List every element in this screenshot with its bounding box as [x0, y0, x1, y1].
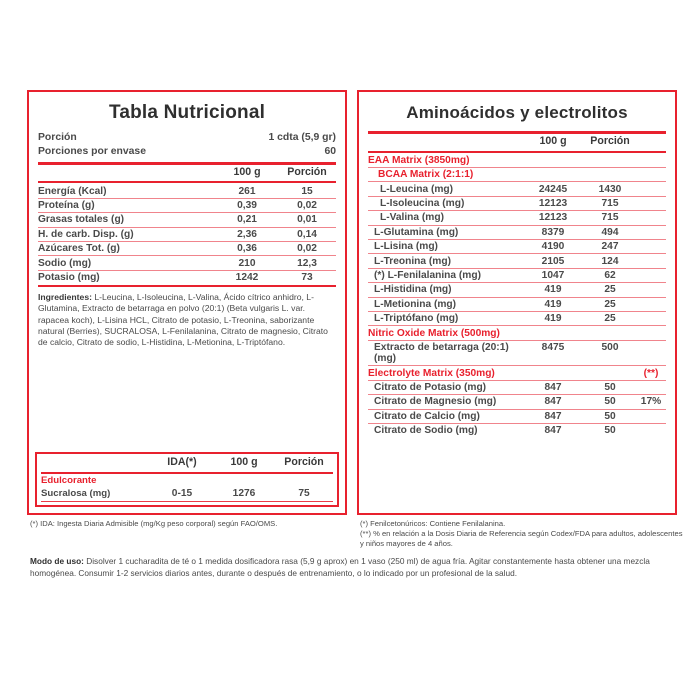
serving-label: Porción	[38, 131, 77, 143]
sweetener-table	[35, 452, 339, 507]
amino-name: L-Glutamina (mg)	[374, 226, 459, 238]
amino-per-100g: 8475	[541, 341, 565, 353]
amino-name: Citrato de Magnesio (mg)	[374, 396, 497, 408]
amino-name: Citrato de Sodio (mg)	[374, 425, 478, 437]
nutrient-name: Potasio (mg)	[38, 272, 100, 283]
header-100g: 100 g	[233, 166, 261, 179]
sweetener-portion: 75	[298, 488, 310, 500]
table-row	[38, 271, 336, 284]
amino-percent-dv: 17%	[640, 396, 662, 408]
amino-per-100g: 4190	[541, 241, 565, 253]
amino-per-portion: 494	[601, 226, 619, 238]
nutrient-per-portion: 0,02	[297, 200, 317, 212]
header-100g: 100 g	[230, 456, 258, 469]
nutrient-per-portion: 15	[301, 185, 313, 197]
table-row	[368, 182, 666, 196]
amino-per-portion: 25	[604, 284, 616, 296]
servings-per-container-row	[38, 144, 336, 158]
matrix-heading-row	[368, 154, 666, 168]
matrix-heading-row	[368, 326, 666, 340]
table-row	[38, 228, 336, 242]
header-100g: 100 g	[539, 135, 567, 148]
nutrient-name: H. de carb. Disp. (g)	[38, 228, 134, 240]
header-portion: Porción	[287, 166, 327, 179]
amino-per-100g: 847	[544, 382, 562, 394]
table-row	[38, 242, 336, 256]
amino-per-100g: 8379	[541, 226, 565, 238]
ingredients-text: L-Leucina, L-Isoleucina, L-Valina, Ácido cítrico anhidro, L-Glutamina, Extracto de betarraga en polvo (20:1) (Beta vulgaris L. var. rapacea koch), L-Lisina HCL, Citrato de potasio, L-Treonina, saborizante natural (Berries), SUCRALOSA, L-Fenilalanina, Citrato de magnesio, Citrato de calcio, Citrato de sodio, L-Histidina, L-Metionina, L-Triptófano.	[38, 292, 328, 347]
nutrition-facts-panel	[27, 90, 347, 515]
table-row	[368, 341, 666, 367]
amino-percent-dv: (**)	[643, 367, 659, 379]
amino-name: L-Leucina (mg)	[380, 183, 454, 195]
serving-row	[38, 130, 336, 144]
amino-per-100g: 847	[544, 410, 562, 422]
usage-instructions	[30, 556, 675, 580]
divider	[38, 162, 336, 165]
table-row	[368, 254, 666, 268]
divider	[38, 181, 336, 183]
amino-acids-title: Aminoácidos y electrolitos	[406, 103, 628, 122]
nutrient-per-100g: 261	[238, 185, 256, 197]
amino-name: Nitric Oxide Matrix (500mg)	[368, 327, 500, 339]
table-row	[368, 424, 666, 437]
servings-value: 60	[324, 146, 336, 158]
divider	[41, 472, 333, 474]
usage-text: Disolver 1 cucharadita de té o 1 medida dosificadora rasa (5,9 g aprox) en 1 vaso (250 ml) de agua fría. Agitar constantemente hasta obtener una mezcla homogénea. Consumir 1-2 servicios diarios antes, durante o después de entrenamiento, o lo indicado por un profesional de la salud.	[30, 556, 650, 578]
amino-name: L-Triptófano (mg)	[374, 313, 459, 325]
amino-per-100g: 847	[544, 425, 562, 437]
sweetener-table-header	[41, 456, 333, 471]
nutrient-per-100g: 0,36	[237, 243, 257, 255]
amino-per-portion: 715	[601, 197, 619, 209]
nutrient-name: Energía (Kcal)	[38, 185, 107, 197]
amino-per-portion: 50	[604, 396, 616, 408]
nutrient-per-100g: 210	[238, 257, 256, 269]
amino-per-portion: 62	[604, 269, 616, 281]
amino-name: L-Isoleucina (mg)	[380, 197, 465, 209]
amino-acids-panel	[357, 90, 677, 515]
table-row	[368, 298, 666, 312]
amino-name: Citrato de Potasio (mg)	[374, 382, 487, 394]
amino-per-100g: 419	[544, 313, 562, 325]
usage-label: Modo de uso:	[30, 556, 84, 566]
table-row	[368, 410, 666, 424]
ida-footnote: (*) IDA: Ingesta Diaria Admisible (mg/Kg peso corporal) según FAO/OMS.	[30, 519, 278, 528]
nutrient-name: Proteína (g)	[38, 200, 95, 212]
nutrient-name: Sodio (mg)	[38, 257, 92, 269]
amino-per-100g: 1047	[541, 269, 565, 281]
amino-name: BCAA Matrix (2:1:1)	[378, 169, 474, 181]
serving-value: 1 cdta (5,9 gr)	[268, 131, 336, 143]
nutrient-per-100g: 1242	[235, 272, 259, 283]
amino-per-portion: 500	[601, 341, 619, 353]
nutrient-per-100g: 2,36	[237, 228, 257, 240]
phenylketonurics-footnote: (*) Fenilcetonúricos: Contiene Fenilalanina.	[360, 519, 506, 528]
nutrient-per-portion: 12,3	[297, 257, 317, 269]
divider	[368, 131, 666, 134]
servings-label: Porciones por envase	[38, 146, 146, 158]
table-row	[41, 487, 333, 501]
divider	[368, 151, 666, 153]
amino-per-portion: 715	[601, 212, 619, 224]
table-row	[368, 283, 666, 297]
table-row	[368, 395, 666, 409]
amino-footnotes	[360, 519, 685, 549]
amino-per-100g: 419	[544, 298, 562, 310]
amino-per-portion: 25	[604, 313, 616, 325]
nutrient-per-portion: 0,02	[297, 243, 317, 255]
amino-per-portion: 1430	[598, 183, 622, 195]
amino-name: (*) L-Fenilalanina (mg)	[374, 269, 481, 281]
amino-per-100g: 12123	[538, 197, 568, 209]
nutrient-per-portion: 0,14	[297, 228, 317, 240]
amino-table-header	[368, 135, 666, 150]
amino-per-100g: 12123	[538, 212, 568, 224]
amino-name: Extracto de betarraga (20:1) (mg)	[374, 341, 509, 364]
table-row	[368, 312, 666, 326]
nutrient-name: Azúcares Tot. (g)	[38, 243, 120, 255]
serving-info	[29, 130, 345, 159]
amino-name: Electrolyte Matrix (350mg)	[368, 367, 495, 379]
nutrition-table-body	[38, 184, 336, 284]
sweetener-100g: 1276	[232, 488, 256, 500]
nutrient-per-100g: 0,39	[237, 200, 257, 212]
nutrient-per-portion: 0,01	[297, 214, 317, 226]
amino-per-portion: 50	[604, 425, 616, 437]
table-row	[368, 226, 666, 240]
header-ida: IDA(*)	[167, 456, 197, 469]
amino-per-portion: 50	[604, 382, 616, 394]
nutrient-per-100g: 0,21	[237, 214, 257, 226]
ingredients-block	[29, 288, 345, 350]
sweetener-ida: 0-15	[171, 488, 193, 500]
table-row	[368, 197, 666, 211]
header-portion: Porción	[590, 135, 630, 148]
divider	[38, 285, 336, 287]
amino-per-portion: 124	[601, 255, 619, 267]
header-portion: Porción	[284, 456, 324, 469]
nutrient-per-portion: 73	[301, 272, 313, 283]
amino-per-portion: 50	[604, 410, 616, 422]
table-row	[38, 184, 336, 198]
table-row	[368, 240, 666, 254]
amino-table-body	[368, 154, 666, 438]
table-row	[38, 256, 336, 270]
table-row	[38, 213, 336, 227]
divider	[41, 501, 333, 502]
amino-name: L-Histidina (mg)	[374, 284, 452, 296]
table-row	[368, 211, 666, 225]
amino-per-100g: 2105	[541, 255, 565, 267]
daily-reference-footnote: (**) % en relación a la Dosis Diaria de Referencia según Codex/FDA para adultos, adolescentes y niños mayores de 4 años.	[360, 529, 683, 549]
amino-per-100g: 24245	[538, 183, 568, 195]
amino-per-portion: 247	[601, 241, 619, 253]
sweetener-heading-row	[41, 475, 333, 488]
table-row	[368, 269, 666, 283]
sweetener-name: Sucralosa (mg)	[41, 488, 111, 500]
amino-name: EAA Matrix (3850mg)	[368, 154, 470, 166]
amino-name: L-Treonina (mg)	[374, 255, 451, 267]
page-title: Tabla Nutricional	[108, 102, 266, 123]
amino-name: Citrato de Calcio (mg)	[374, 410, 480, 422]
matrix-heading-row	[368, 366, 666, 380]
amino-name: L-Metionina (mg)	[374, 298, 457, 310]
nutrient-name: Grasas totales (g)	[38, 214, 125, 226]
amino-per-portion: 25	[604, 298, 616, 310]
amino-per-100g: 847	[544, 396, 562, 408]
table-row	[38, 199, 336, 213]
amino-name: L-Valina (mg)	[380, 212, 444, 224]
table-row	[368, 381, 666, 395]
amino-name: L-Lisina (mg)	[374, 241, 438, 253]
amino-per-100g: 419	[544, 284, 562, 296]
nutrition-table-header	[38, 166, 336, 181]
matrix-heading-row	[368, 168, 666, 182]
sweetener-heading: Edulcorante	[41, 474, 97, 486]
ingredients-label: Ingredientes:	[38, 292, 92, 303]
